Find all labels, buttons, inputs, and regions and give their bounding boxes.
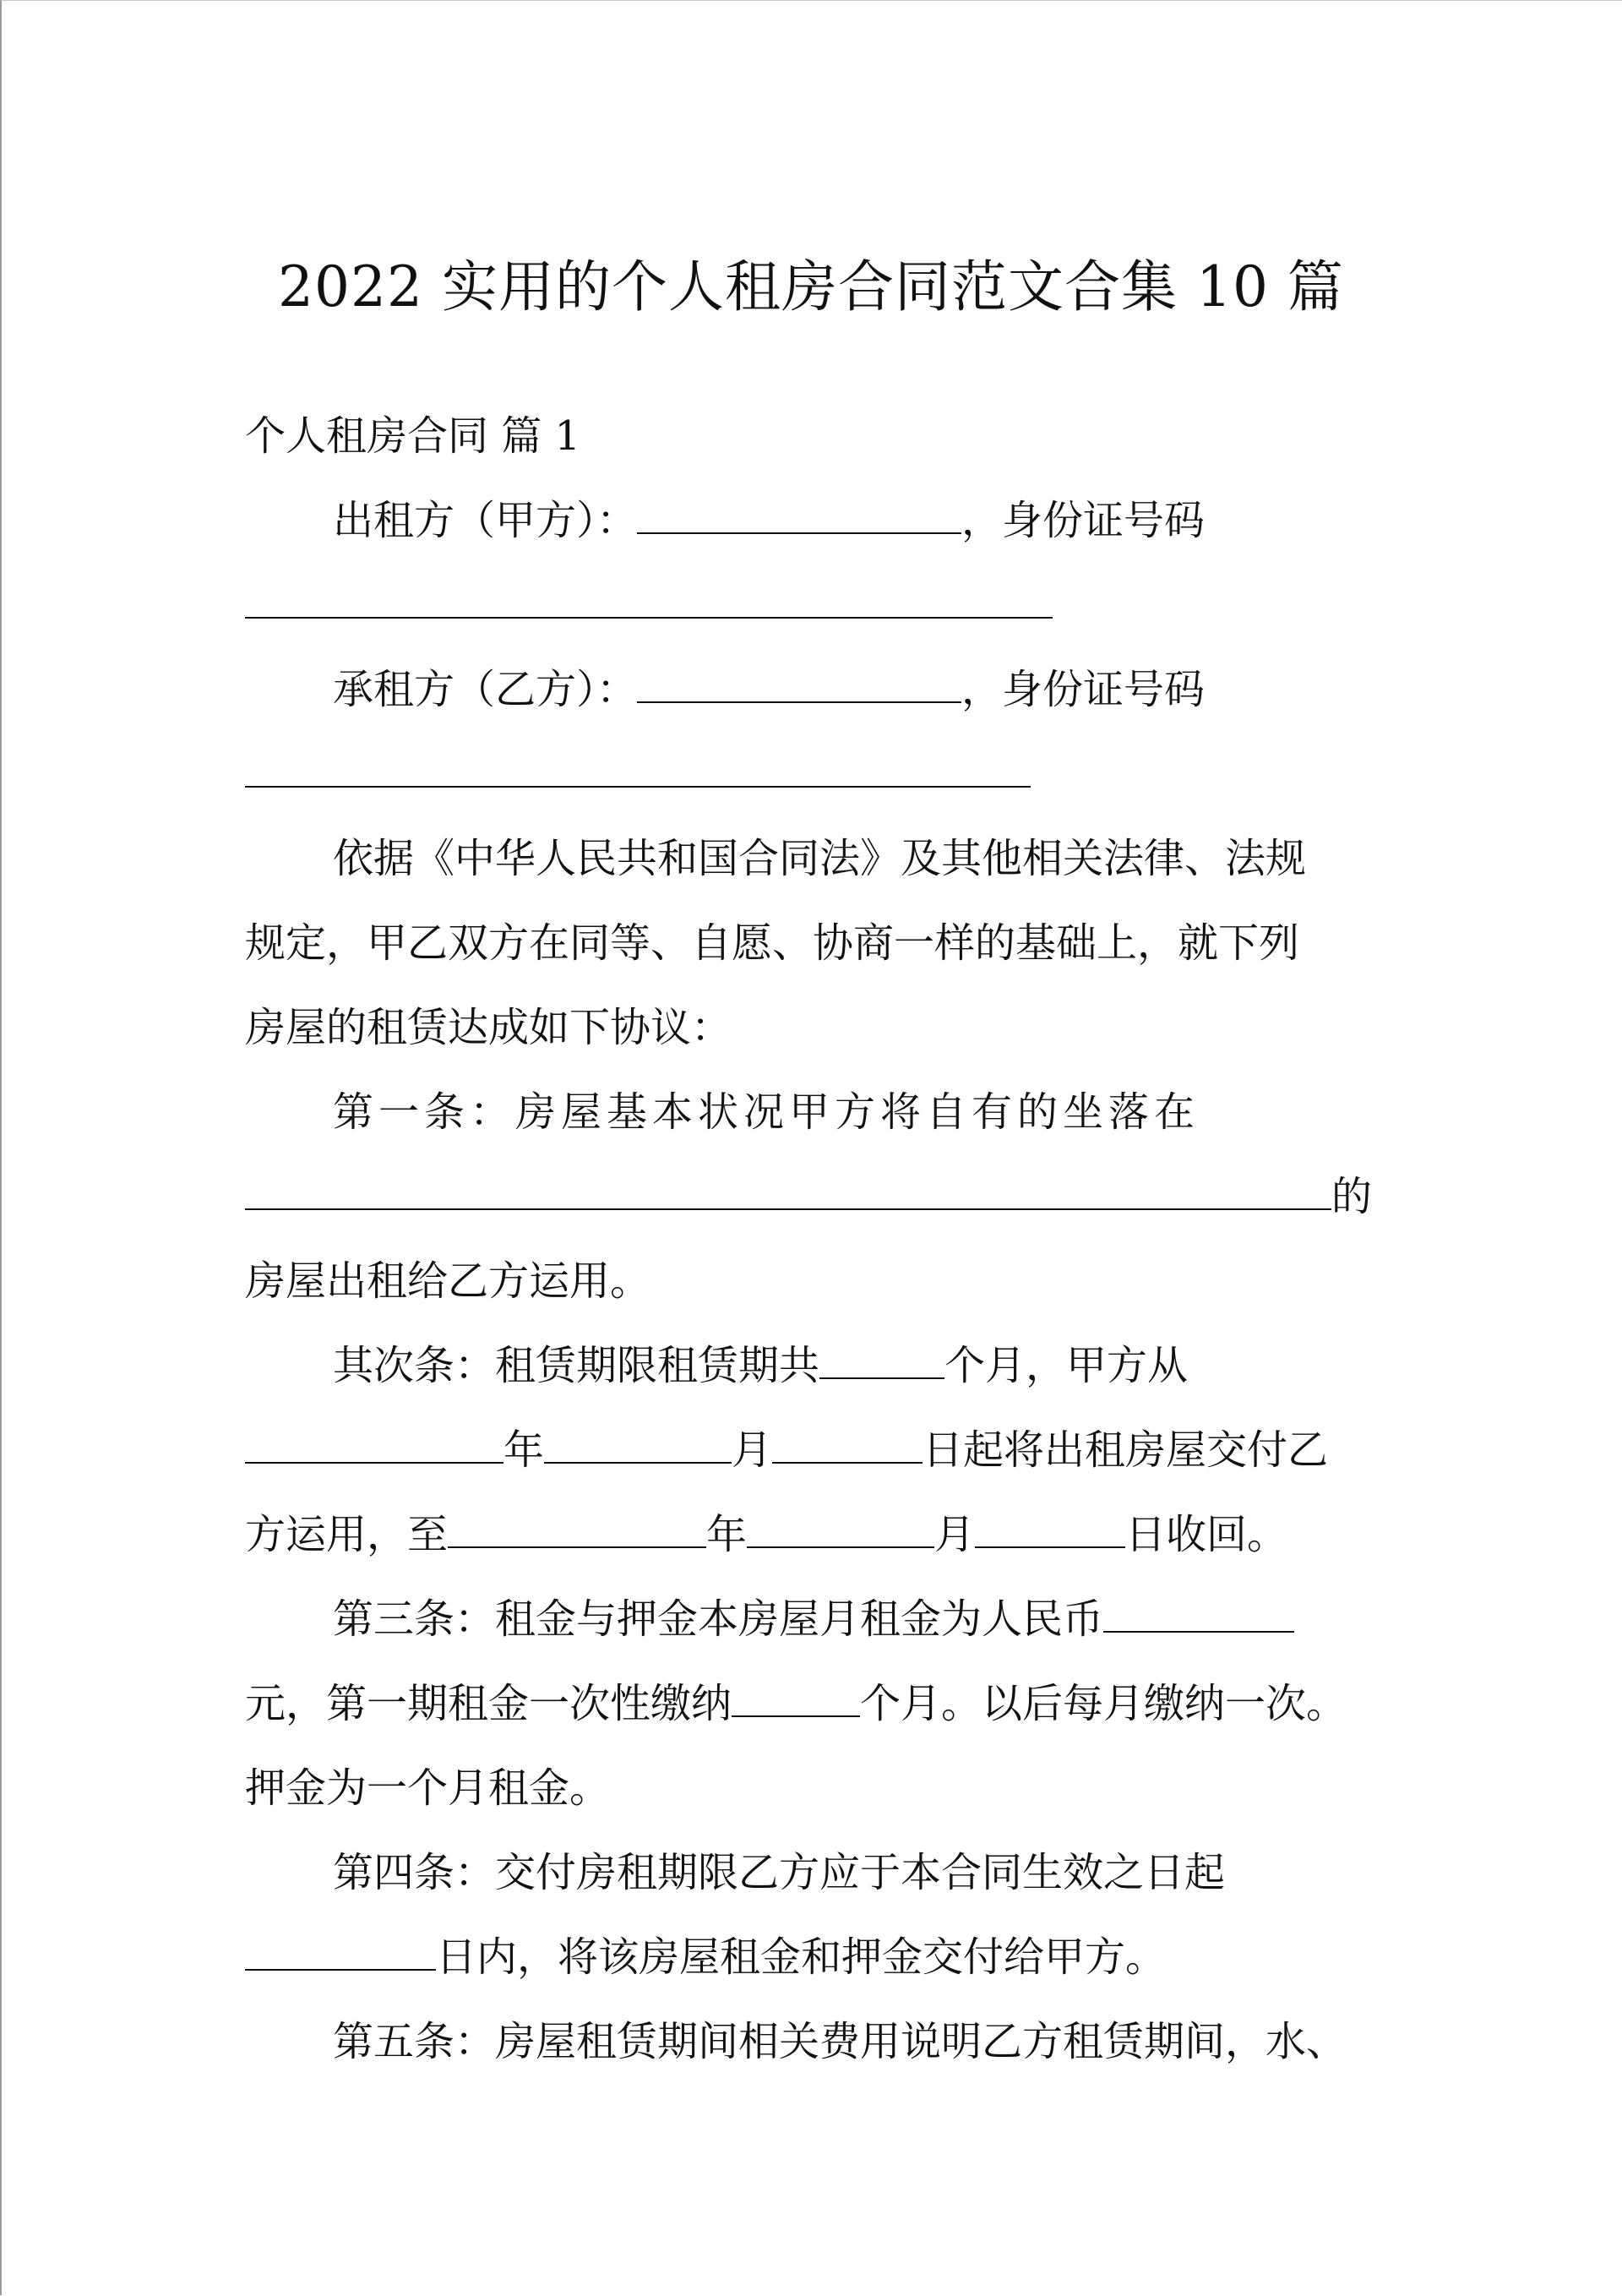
article2-end-day-blank	[975, 1509, 1125, 1548]
article3-months-blank	[732, 1678, 860, 1717]
party-a-label: 出租方（甲方）：	[333, 497, 638, 544]
document-title: 2022 实用的个人租房合同范文合集 10 篇	[278, 254, 1344, 319]
article4-line-2	[245, 1932, 1377, 1982]
party-a-id-blank	[245, 580, 1053, 619]
party-a-id-label: ，身份证号码	[961, 497, 1206, 544]
party-b-id-line	[245, 749, 1377, 799]
article2-line-3-tail: 日收回。	[1125, 1511, 1288, 1558]
article1-line-3: 房屋出租给乙方运用。	[245, 1257, 651, 1305]
article2-start-month-label: 月	[732, 1426, 773, 1474]
article2-months-blank	[819, 1340, 944, 1379]
article2-end-year-label: 年	[706, 1511, 748, 1558]
party-b-line	[245, 664, 1377, 715]
article3-line-1-text: 第三条：租金与押金本房屋月租金为人民币	[333, 1595, 1104, 1643]
party-b-label: 承租方（乙方）：	[333, 666, 638, 713]
preamble-line-1: 依据《中华人民共和国合同法》及其他相关法律、法规	[333, 835, 1307, 882]
article3-rent-blank	[1103, 1594, 1294, 1633]
article2-line-2	[245, 1425, 1377, 1475]
article2-start-year-blank	[245, 1425, 503, 1464]
article1-line-1: 第一条：房屋基本状况甲方将自有的坐落在	[333, 1088, 1200, 1136]
party-a-name-blank	[637, 495, 961, 534]
article4-days-blank	[245, 1932, 436, 1971]
party-a-id-line	[245, 580, 1377, 630]
article1-line-2-tail: 的	[1331, 1173, 1373, 1220]
article2-end-year-blank	[448, 1509, 706, 1548]
article4-line-2-tail: 日内，将该房屋租金和押金交付给甲方。	[436, 1933, 1167, 1981]
party-b-id-blank	[245, 749, 1031, 788]
article3-line-3: 押金为一个月租金。	[245, 1764, 611, 1812]
article2-start-month-blank	[544, 1425, 732, 1464]
article5-line-1: 第五条：房屋租赁期间相关费用说明乙方租赁期间，水、	[333, 2018, 1347, 2065]
article2-line-3	[245, 1509, 1377, 1560]
article2-line-1	[245, 1340, 1377, 1391]
article2-line-3-head: 方运用，至	[245, 1511, 449, 1558]
article2-line-1-b: 个月，甲方从	[944, 1342, 1189, 1389]
article3-line-2	[245, 1678, 1377, 1729]
article2-line-2-tail: 日起将出租房屋交付乙	[923, 1426, 1329, 1474]
article3-line-2-tail: 个月。以后每月缴纳一次。	[860, 1680, 1347, 1727]
article2-line-1-a: 其次条：租赁期限租赁期共	[333, 1342, 820, 1389]
article2-end-month-blank	[747, 1509, 934, 1548]
article3-line-1	[245, 1594, 1377, 1644]
article4-line-1: 第四条：交付房租期限乙方应于本合同生效之日起	[333, 1849, 1226, 1896]
article1-line-2	[245, 1171, 1377, 1222]
article3-line-2-head: 元，第一期租金一次性缴纳	[245, 1680, 732, 1727]
preamble-line-2: 规定，甲乙双方在同等、自愿、协商一样的基础上，就下列	[245, 919, 1300, 967]
article2-end-month-label: 月	[934, 1511, 976, 1558]
party-a-line	[245, 495, 1377, 546]
party-b-id-label: ，身份证号码	[961, 666, 1206, 713]
section-heading: 个人租房合同 篇 1	[245, 412, 581, 460]
article2-start-day-blank	[772, 1425, 923, 1464]
article1-address-blank	[245, 1171, 1331, 1210]
party-b-name-blank	[637, 664, 961, 703]
preamble-line-3: 房屋的租赁达成如下协议：	[245, 1004, 732, 1051]
article2-start-year-label: 年	[503, 1426, 545, 1474]
